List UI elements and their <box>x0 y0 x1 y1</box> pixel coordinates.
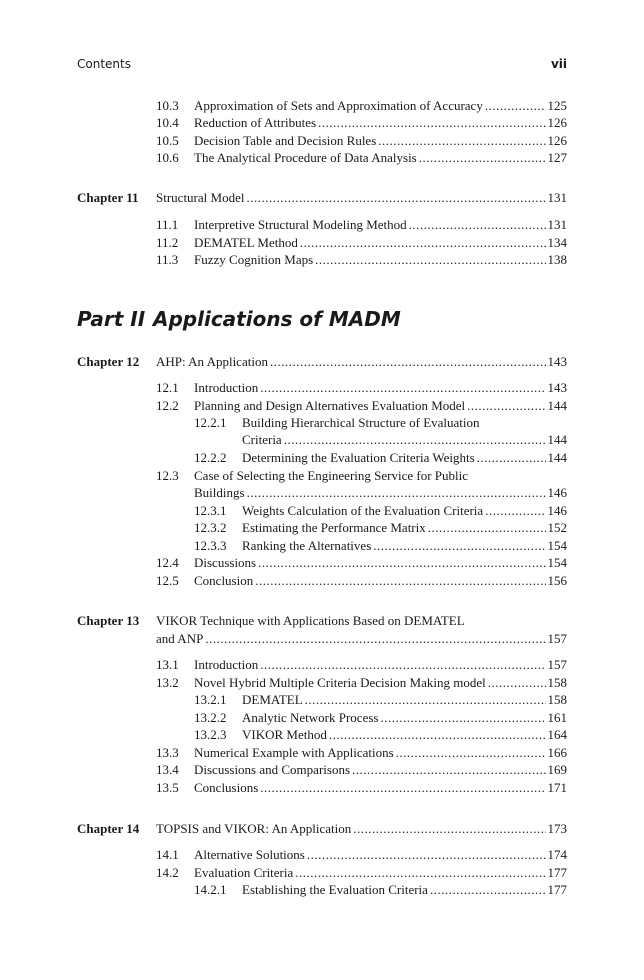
toc-entry-13-5[interactable] <box>156 779 567 796</box>
section-number: 12.4 <box>156 555 179 570</box>
toc-entry-chapter-12[interactable] <box>156 353 567 370</box>
leader-dots <box>318 114 545 131</box>
subsection-number: 12.2.1 <box>194 415 227 430</box>
section-number: 13.4 <box>156 762 179 777</box>
subsection-title: Establishing the Evaluation Criteria <box>242 882 428 897</box>
subsection-title: Building Hierarchical Structure of Evaluation <box>242 415 480 430</box>
section-number: 13.2 <box>156 675 179 690</box>
page-ref: 131 <box>547 190 567 205</box>
page-ref: 152 <box>547 520 567 535</box>
page-ref: 126 <box>547 115 567 130</box>
subsection-number: 12.3.3 <box>194 538 227 553</box>
page-ref: 144 <box>547 432 567 447</box>
toc-entry-11-2[interactable] <box>156 234 567 251</box>
subsection-title: Estimating the Performance Matrix <box>242 520 426 535</box>
section-title: Introduction <box>194 657 259 672</box>
toc-entry-13-2[interactable] <box>156 674 567 691</box>
subsection-number: 12.3.1 <box>194 503 227 518</box>
leader-dots <box>352 761 546 778</box>
subsection-title: DEMATEL <box>242 692 303 707</box>
page-ref: 157 <box>547 631 567 646</box>
section-title: Planning and Design Alternatives Evaluation Model <box>194 398 466 413</box>
chapter-label: Chapter 13 <box>77 613 140 628</box>
subsection-title: Weights Calculation of the Evaluation Criteria <box>242 503 484 518</box>
leader-dots <box>305 691 546 708</box>
section-title: DEMATEL Method <box>194 235 298 250</box>
section-title: Approximation of Sets and Approximation of Accuracy <box>194 98 483 113</box>
section-number: 12.2 <box>156 398 179 413</box>
section-number: 13.5 <box>156 780 179 795</box>
chapter-title: TOPSIS and VIKOR: An Application <box>156 821 352 836</box>
section-number: 12.1 <box>156 380 179 395</box>
toc-entry-13-2-1[interactable] <box>194 691 567 708</box>
leader-dots <box>477 449 546 466</box>
chapter-label: Chapter 12 <box>77 354 140 369</box>
section-number: 11.3 <box>156 252 179 267</box>
section-number: 10.5 <box>156 133 179 148</box>
toc-entry-10-6[interactable] <box>156 149 567 166</box>
toc-entry-13-4[interactable] <box>156 761 567 778</box>
toc-entry-12-2[interactable] <box>156 397 567 414</box>
page-ref: 126 <box>547 133 567 148</box>
toc-entry-12-5[interactable] <box>156 572 567 589</box>
section-number: 12.3 <box>156 468 179 483</box>
subsection-number: 13.2.1 <box>194 692 227 707</box>
chapter-label: Chapter 11 <box>77 190 139 205</box>
leader-dots <box>419 149 546 166</box>
page-ref: 166 <box>547 745 567 760</box>
toc-entry-11-3[interactable] <box>156 251 567 268</box>
leader-dots <box>409 216 546 233</box>
toc-entry-13-3[interactable] <box>156 744 567 761</box>
page-ref: 158 <box>547 692 567 707</box>
toc-entry-14-2[interactable] <box>156 864 567 881</box>
page-ref: 154 <box>547 538 567 553</box>
leader-dots <box>396 744 546 761</box>
part-title: Applications of MADM <box>153 307 401 331</box>
toc-entry-12-3-2[interactable] <box>194 519 567 536</box>
toc-entry-12-3-cont[interactable] <box>194 484 567 501</box>
section-title: Introduction <box>194 380 259 395</box>
leader-dots <box>485 502 545 519</box>
subsection-title: Determining the Evaluation Criteria Weights <box>242 450 475 465</box>
section-title: The Analytical Procedure of Data Analysis <box>194 150 417 165</box>
toc-entry-12-2-1[interactable] <box>194 414 567 431</box>
page-ref: 156 <box>547 573 567 588</box>
leader-dots <box>205 630 545 647</box>
section-title: Discussions and Comparisons <box>194 762 350 777</box>
chapter-title: VIKOR Technique with Applications Based on DEMATEL <box>156 613 465 628</box>
section-title: Conclusions <box>194 780 259 795</box>
section-title: Discussions <box>194 555 257 570</box>
page-ref: 154 <box>547 555 567 570</box>
page-ref: 161 <box>547 710 567 725</box>
toc-entry-12-3[interactable] <box>156 467 567 484</box>
page-ref: 138 <box>547 252 567 267</box>
page-ref: 177 <box>547 882 567 897</box>
leader-dots <box>255 572 545 589</box>
leader-dots <box>329 726 546 743</box>
toc-entry-10-3[interactable] <box>156 97 567 114</box>
leader-dots <box>284 431 546 448</box>
page-ref: 134 <box>547 235 567 250</box>
toc-entry-12-2-1-cont[interactable] <box>242 431 567 448</box>
section-title: Reduction of Attributes <box>194 115 317 130</box>
leader-dots <box>373 537 545 554</box>
page-ref: 157 <box>547 657 567 672</box>
toc-entry-14-1[interactable] <box>156 846 567 863</box>
section-title: Numerical Example with Applications <box>194 745 394 760</box>
page-ref: 173 <box>547 821 567 836</box>
section-title: Interpretive Structural Modeling Method <box>194 217 407 232</box>
leader-dots <box>488 674 546 691</box>
page-ref: 174 <box>547 847 567 862</box>
section-number: 10.3 <box>156 98 179 113</box>
page-ref: 127 <box>547 150 567 165</box>
subsection-number: 12.2.2 <box>194 450 227 465</box>
toc-entry-14-2-1[interactable] <box>194 881 567 898</box>
leader-dots <box>315 251 545 268</box>
section-number: 10.6 <box>156 150 179 165</box>
toc-entry-12-3-3[interactable] <box>194 537 567 554</box>
section-title: Evaluation Criteria <box>194 865 294 880</box>
section-number: 12.5 <box>156 573 179 588</box>
subsection-title: Criteria <box>242 432 282 447</box>
toc-entry-chapter-13-cont[interactable] <box>156 630 567 647</box>
toc-entry-12-1[interactable] <box>156 379 567 396</box>
subsection-number: 13.2.2 <box>194 710 227 725</box>
section-title: Novel Hybrid Multiple Criteria Decision Making model <box>194 675 486 690</box>
part-number: Part II <box>77 307 146 331</box>
page-ref: 125 <box>547 98 567 113</box>
toc-entry-12-4[interactable] <box>156 554 567 571</box>
chapter-title: AHP: An Application <box>156 354 268 369</box>
section-title: Alternative Solutions <box>194 847 305 862</box>
page-ref: 177 <box>547 865 567 880</box>
section-number: 13.1 <box>156 657 179 672</box>
chapter-title: Structural Model <box>156 190 245 205</box>
toc-entry-10-5[interactable] <box>156 132 567 149</box>
section-title: Buildings <box>194 485 245 500</box>
running-head <box>77 57 567 75</box>
toc-entry-chapter-13[interactable] <box>156 612 567 629</box>
page-ref: 143 <box>547 380 567 395</box>
section-title: Decision Table and Decision Rules <box>194 133 377 148</box>
section-number: 14.1 <box>156 847 179 862</box>
page-ref: 146 <box>547 503 567 518</box>
subsection-title: Analytic Network Process <box>242 710 379 725</box>
section-title: Fuzzy Cognition Maps <box>194 252 314 267</box>
page-number: vii <box>550 57 567 71</box>
leader-dots <box>430 881 546 898</box>
section-title: Conclusion <box>194 573 254 588</box>
page-ref: 146 <box>547 485 567 500</box>
section-number: 14.2 <box>156 865 179 880</box>
section-number: 13.3 <box>156 745 179 760</box>
section-number: 11.1 <box>156 217 179 232</box>
leader-dots <box>428 519 546 536</box>
leader-dots <box>246 189 545 206</box>
subsection-number: 12.3.2 <box>194 520 227 535</box>
leader-dots <box>247 484 546 501</box>
page-ref: 143 <box>547 354 567 369</box>
toc-entry-12-2-2[interactable] <box>194 449 567 466</box>
subsection-number: 13.2.3 <box>194 727 227 742</box>
leader-dots <box>295 864 545 881</box>
page-ref: 158 <box>547 675 567 690</box>
toc-entry-chapter-11[interactable] <box>156 189 567 206</box>
section-title: Case of Selecting the Engineering Service for Public <box>194 468 469 483</box>
leader-dots <box>380 709 545 726</box>
section-number: 10.4 <box>156 115 179 130</box>
chapter-title: and ANP <box>156 631 204 646</box>
page-ref: 144 <box>547 450 567 465</box>
leader-dots <box>467 397 545 414</box>
toc-entry-12-3-1[interactable] <box>194 502 567 519</box>
section-number: 11.2 <box>156 235 179 250</box>
toc-entry-13-2-3[interactable] <box>194 726 567 743</box>
toc-entry-11-1[interactable] <box>156 216 567 233</box>
toc-entry-13-2-2[interactable] <box>194 709 567 726</box>
page-ref: 164 <box>547 727 567 742</box>
leader-dots <box>260 779 545 796</box>
subsection-title: Ranking the Alternatives <box>242 538 372 553</box>
leader-dots <box>260 379 545 396</box>
leader-dots <box>258 554 545 571</box>
running-head-title: Contents <box>77 57 131 71</box>
page-ref: 131 <box>547 217 567 232</box>
toc-entry-13-1[interactable] <box>156 656 567 673</box>
leader-dots <box>270 353 546 370</box>
leader-dots <box>485 97 546 114</box>
page-ref: 171 <box>547 780 567 795</box>
page-ref: 169 <box>547 762 567 777</box>
toc-entry-10-4[interactable] <box>156 114 567 131</box>
leader-dots <box>307 846 546 863</box>
toc-entry-chapter-14[interactable] <box>156 820 567 837</box>
leader-dots <box>300 234 546 251</box>
leader-dots <box>260 656 545 673</box>
page-ref: 144 <box>547 398 567 413</box>
leader-dots <box>378 132 545 149</box>
leader-dots <box>353 820 545 837</box>
subsection-number: 14.2.1 <box>194 882 227 897</box>
chapter-label: Chapter 14 <box>77 821 140 836</box>
part-heading <box>77 307 401 331</box>
subsection-title: VIKOR Method <box>242 727 327 742</box>
